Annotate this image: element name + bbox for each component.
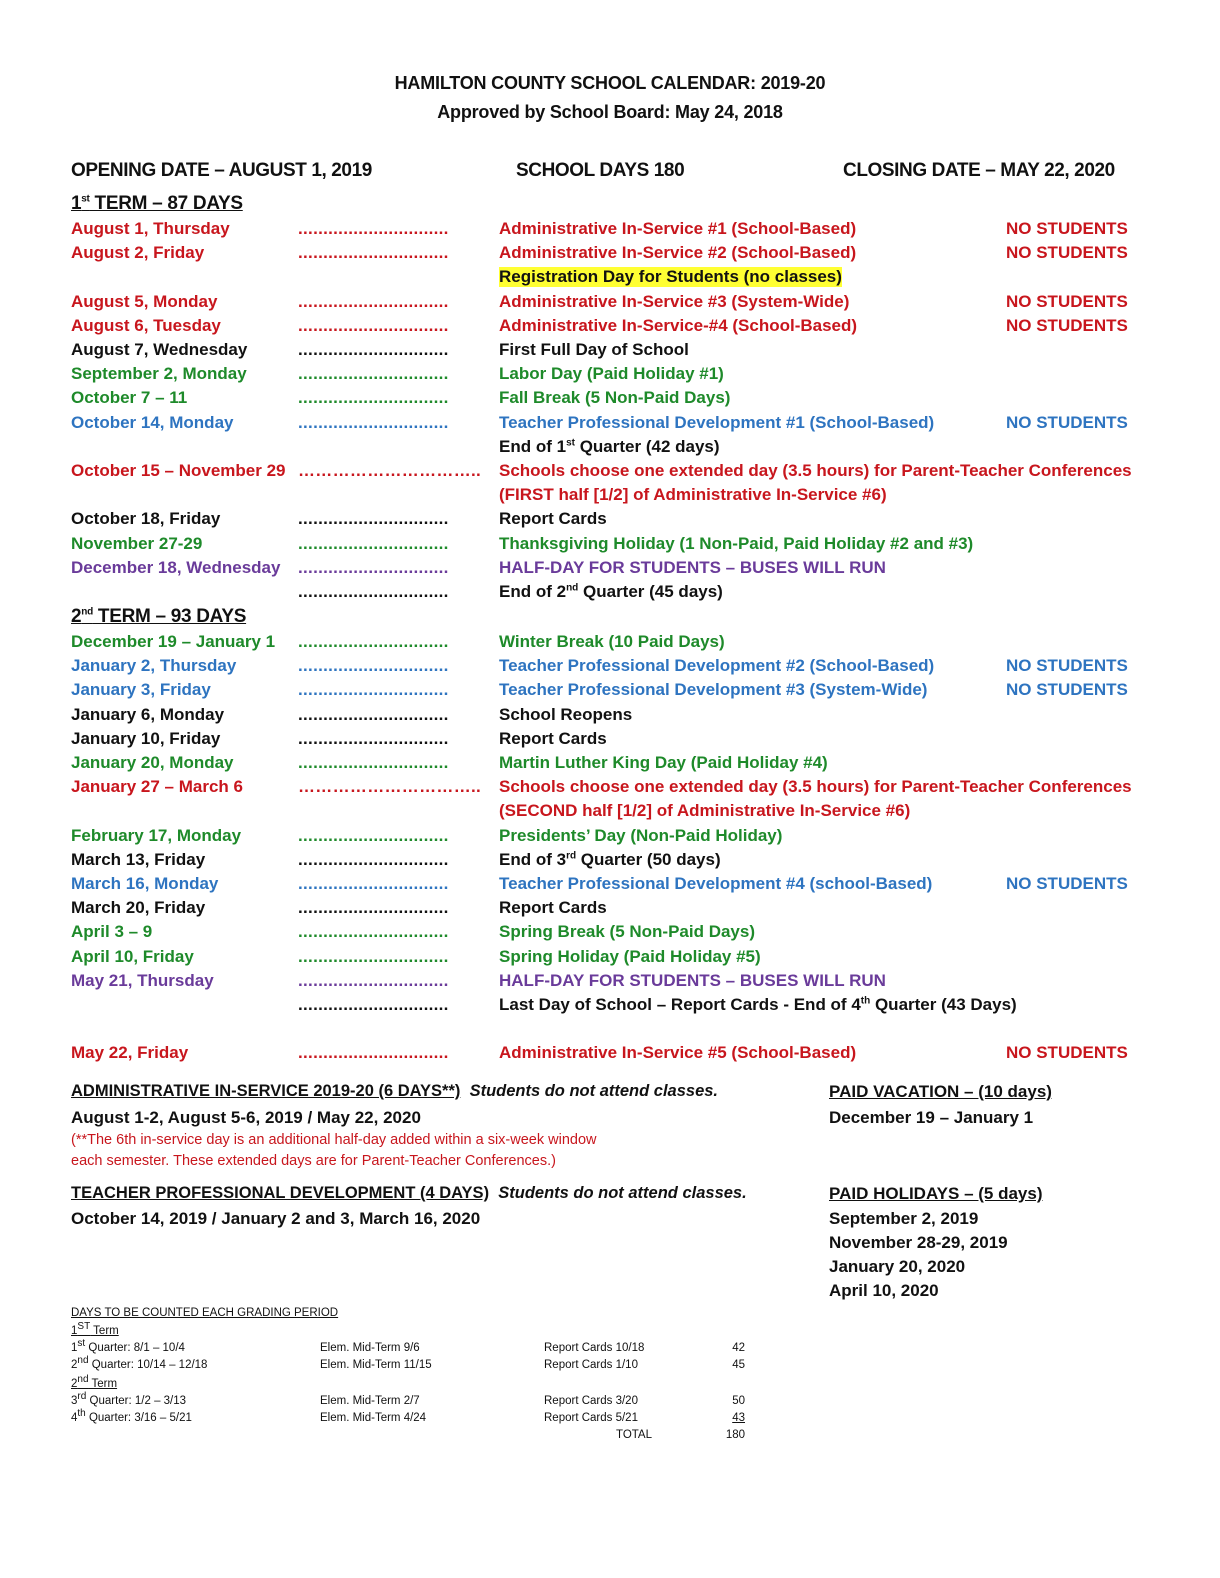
quarter-label: Quarter: 8/1 – 10/4: [85, 1342, 185, 1354]
row-date: September 2, Monday: [71, 364, 247, 384]
row-event-text: Quarter (45 days): [578, 582, 723, 601]
admin-inservice-heading: ADMINISTRATIVE IN-SERVICE 2019-20 (6 DAYS**): [71, 1082, 461, 1100]
quarter-2-midterm: Elem. Mid-Term 11/15: [320, 1359, 432, 1371]
schedule-row: [0, 656, 1220, 680]
row-event: Administrative In-Service #5 (School-Based): [499, 1043, 857, 1063]
row-leader-dots: ..............................: [298, 849, 449, 869]
row-event: Spring Break (5 Non-Paid Days): [499, 922, 756, 942]
schedule-row: [0, 947, 1220, 971]
term-2-title: TERM – 93 DAYS: [92, 606, 247, 627]
row-event: Administrative In-Service #1 (School-Based): [499, 219, 857, 238]
grading-total-days: 180: [725, 1429, 745, 1441]
quarter-1-range: [71, 1338, 185, 1354]
quarter-4-days: 43: [732, 1412, 745, 1424]
row-event: [499, 850, 721, 870]
quarter-sup: th: [77, 1408, 86, 1420]
row-leader-dots: ..............................: [298, 243, 449, 263]
row-event: Teacher Professional Development #3 (System-Wide): [499, 680, 928, 700]
row-leader-dots: ..............................: [298, 728, 449, 748]
approval-date: Approved by School Board: May 24, 2018: [437, 102, 783, 122]
row-event: Administrative In-Service-#4 (School-Based): [499, 315, 858, 335]
row-date: March 20, Friday: [71, 898, 206, 918]
row-date: January 10, Friday: [71, 728, 221, 748]
schedule-row: [0, 267, 1220, 291]
row-event: Presidents’ Day (Non-Paid Holiday): [499, 825, 783, 845]
quarter-3-report: Report Cards 3/20: [544, 1395, 638, 1407]
row-leader-dots: ..............................: [298, 995, 449, 1014]
row-event: [499, 995, 1017, 1015]
quarter-3-midterm: Elem. Mid-Term 2/7: [320, 1395, 420, 1407]
paid-vacation-heading: PAID VACATION – (10 days): [829, 1082, 1052, 1101]
row-event: Schools choose one extended day (3.5 hours) for Parent-Teacher Conferences: [499, 461, 1132, 480]
row-event-ordinal: th: [860, 995, 871, 1007]
quarter-sup: nd: [77, 1355, 89, 1367]
row-leader-dots: ..............................: [298, 388, 449, 408]
quarter-2-days: 45: [732, 1359, 745, 1371]
admin-inservice-note: Students do not attend classes.: [469, 1082, 719, 1100]
row-date: October 14, Monday: [71, 412, 234, 432]
row-leader-dots: ..............................: [298, 557, 449, 577]
no-students-badge: NO STUDENTS: [1006, 656, 1128, 676]
schedule-row: [0, 509, 1220, 533]
row-leader-dots: ..............................: [298, 874, 449, 893]
admin-inservice-footnote-1: (**The 6th in-service day is an additional half-day added within a six-week window: [71, 1132, 597, 1148]
quarter-4-midterm: Elem. Mid-Term 4/24: [320, 1412, 427, 1424]
no-students-badge: NO STUDENTS: [1006, 243, 1128, 263]
term-1-heading: [71, 193, 243, 215]
grading-term-1-label: [71, 1321, 119, 1337]
schedule-row: [0, 413, 1220, 437]
row-date: January 2, Thursday: [71, 656, 237, 676]
term-2-number: 2: [71, 606, 82, 627]
row-date: August 7, Wednesday: [71, 340, 248, 359]
row-leader-dots: ..............................: [298, 632, 449, 651]
admin-inservice-section: [71, 1082, 718, 1101]
quarter-label: Quarter: 3/16 – 5/21: [85, 1412, 192, 1424]
row-leader-dots: ..............................: [298, 291, 449, 311]
quarter-2-report: Report Cards 1/10: [544, 1359, 638, 1371]
row-event-text: Quarter (50 days): [576, 849, 721, 869]
row-date: March 13, Friday: [71, 849, 206, 869]
row-date: May 21, Thursday: [71, 970, 214, 990]
row-date: January 27 – March 6: [71, 777, 243, 797]
row-leader-dots: ..............................: [298, 753, 449, 772]
row-date: August 2, Friday: [71, 243, 205, 263]
grading-term-1-sup: ST: [77, 1321, 91, 1333]
no-students-badge: NO STUDENTS: [1006, 219, 1128, 238]
schedule-row: [0, 485, 1220, 509]
opening-date: OPENING DATE – AUGUST 1, 2019: [71, 160, 372, 181]
schedule-row: [0, 922, 1220, 946]
row-event: First Full Day of School: [499, 340, 689, 359]
paid-holiday-date: April 10, 2020: [829, 1281, 939, 1300]
row-date: February 17, Monday: [71, 825, 242, 845]
row-date: January 3, Friday: [71, 680, 211, 700]
row-leader-dots: ..............................: [298, 922, 449, 942]
quarter-3-days: 50: [732, 1395, 745, 1407]
no-students-badge: NO STUDENTS: [1006, 412, 1128, 432]
row-leader-dots: ..............................: [298, 582, 449, 601]
schedule-row: [0, 729, 1220, 753]
row-leader-dots: ..............................: [298, 898, 449, 918]
paid-holiday-date: January 20, 2020: [829, 1257, 966, 1276]
row-event: Winter Break (10 Paid Days): [499, 632, 725, 651]
no-students-badge: NO STUDENTS: [1006, 680, 1128, 700]
schedule-row: [0, 534, 1220, 558]
schedule-row: [0, 292, 1220, 316]
paid-holiday-date: November 28-29, 2019: [829, 1233, 1008, 1252]
schedule-row: [0, 874, 1220, 898]
row-date: November 27-29: [71, 533, 203, 553]
row-event: (SECOND half [1/2] of Administrative In-Service #6): [499, 801, 911, 821]
row-event: [499, 582, 723, 602]
row-event: Thanksgiving Holiday (1 Non-Paid, Paid Holiday #2 and #3): [499, 533, 974, 553]
row-date: December 18, Wednesday: [71, 557, 281, 577]
teacher-pd-section: [71, 1184, 747, 1203]
row-leader-dots: ..............................: [298, 704, 449, 724]
row-event-text: End of 3: [499, 849, 567, 869]
paid-holidays-heading: PAID HOLIDAYS – (5 days): [829, 1184, 1043, 1203]
row-event-text: End of 2: [499, 582, 567, 601]
teacher-pd-dates: October 14, 2019 / January 2 and 3, March 16, 2020: [71, 1209, 481, 1228]
quarter-num: 1: [71, 1342, 78, 1354]
row-date: October 7 – 11: [71, 388, 188, 408]
row-date: December 19 – January 1: [71, 632, 276, 651]
calendar-title: HAMILTON COUNTY SCHOOL CALENDAR: 2019-20: [394, 73, 826, 93]
row-date: August 6, Tuesday: [71, 315, 221, 335]
quarter-3-range: [71, 1391, 187, 1407]
term-2-sup: nd: [81, 606, 93, 618]
quarter-num: 3: [71, 1395, 78, 1407]
grading-term-2-text: Term: [88, 1378, 118, 1390]
quarter-2-range: [71, 1355, 208, 1371]
row-event-ordinal: nd: [566, 582, 579, 594]
grading-heading: DAYS TO BE COUNTED EACH GRADING PERIOD: [71, 1307, 339, 1319]
no-students-badge: NO STUDENTS: [1006, 1043, 1128, 1063]
row-event: School Reopens: [499, 704, 633, 724]
row-date: March 16, Monday: [71, 874, 219, 893]
term-1-title: TERM – 87 DAYS: [89, 193, 243, 214]
paid-vacation-dates: December 19 – January 1: [829, 1108, 1034, 1127]
row-leader-dots: ..............................: [298, 340, 449, 359]
grading-term-1-text: Term: [90, 1325, 119, 1337]
row-event: Administrative In-Service #3 (System-Wide): [499, 291, 850, 311]
row-event-text: Last Day of School – Report Cards - End of 4: [499, 995, 861, 1014]
row-event-text: Quarter (42 days): [574, 436, 720, 456]
row-leader-dots: ..............................: [298, 680, 449, 700]
row-event: Report Cards: [499, 728, 607, 748]
paid-holiday-date: September 2, 2019: [829, 1209, 979, 1228]
schedule-row: [0, 995, 1220, 1019]
row-leader-dots: ..............................: [298, 412, 449, 432]
row-event: Spring Holiday (Paid Holiday #5): [499, 946, 761, 966]
row-event: HALF-DAY FOR STUDENTS – BUSES WILL RUN: [499, 557, 886, 577]
school-days-total: SCHOOL DAYS 180: [516, 160, 685, 181]
schedule-row: [0, 801, 1220, 825]
schedule-row: [0, 898, 1220, 922]
row-event: Teacher Professional Development #4 (school-Based): [499, 874, 933, 893]
quarter-label: Quarter: 1/2 – 3/13: [86, 1395, 187, 1407]
term-2-heading: [71, 606, 246, 628]
schedule-row: [0, 1043, 1220, 1067]
row-leader-dots: ..............................: [298, 364, 449, 384]
schedule-row: [0, 582, 1220, 606]
row-date: October 18, Friday: [71, 509, 221, 529]
row-leader-dots: ..............................: [298, 825, 449, 845]
admin-inservice-footnote-2: each semester. These extended days are for Parent-Teacher Conferences.): [71, 1153, 556, 1169]
grading-term-2-num: 2: [71, 1378, 78, 1390]
row-leader-dots: ..............................: [298, 656, 449, 676]
quarter-sup: st: [77, 1338, 86, 1350]
row-event: Administrative In-Service #2 (School-Based): [499, 243, 857, 263]
schedule-row: [0, 558, 1220, 582]
row-event: Schools choose one extended day (3.5 hours) for Parent-Teacher Conferences: [499, 777, 1132, 797]
schedule-row: [0, 364, 1220, 388]
term-1-number: 1: [71, 193, 82, 214]
closing-date: CLOSING DATE – MAY 22, 2020: [843, 160, 1115, 181]
row-date: January 20, Monday: [71, 753, 234, 772]
quarter-1-midterm: Elem. Mid-Term 9/6: [320, 1342, 420, 1354]
no-students-badge: NO STUDENTS: [1006, 874, 1128, 893]
grading-term-1-num: 1: [71, 1325, 78, 1337]
row-leader-dots: ..............................: [298, 219, 449, 238]
schedule-row: [0, 340, 1220, 364]
quarter-sup: rd: [77, 1391, 87, 1403]
row-event: Report Cards: [499, 509, 607, 529]
term-1-sup: st: [81, 193, 90, 205]
row-event: Teacher Professional Development #2 (School-Based): [499, 656, 935, 676]
no-students-badge: NO STUDENTS: [1006, 291, 1128, 311]
schedule-row: [0, 753, 1220, 777]
schedule-row: [0, 437, 1220, 461]
row-date: August 1, Thursday: [71, 219, 230, 238]
quarter-1-report: Report Cards 10/18: [544, 1342, 645, 1354]
row-leader-dots: ..............................: [298, 1043, 449, 1063]
row-leader-dots: …………………………..: [298, 461, 482, 480]
row-event: Registration Day for Students (no classes): [499, 267, 842, 287]
row-leader-dots: ..............................: [298, 509, 449, 529]
row-leader-dots: ..............................: [298, 533, 449, 553]
schedule-row: [0, 777, 1220, 801]
quarter-num: 4: [71, 1412, 78, 1424]
schedule-row: [0, 316, 1220, 340]
row-event: Martin Luther King Day (Paid Holiday #4): [499, 753, 828, 772]
row-event: [499, 437, 720, 457]
row-event-ordinal: rd: [566, 850, 577, 862]
row-event-text: End of 1: [499, 436, 567, 456]
schedule-row: [0, 971, 1220, 995]
schedule-row: [0, 219, 1220, 243]
grading-total-label: TOTAL: [616, 1429, 652, 1441]
admin-inservice-dates: August 1-2, August 5-6, 2019 / May 22, 2020: [71, 1108, 421, 1127]
schedule-row: [0, 243, 1220, 267]
row-event: Report Cards: [499, 898, 607, 918]
row-date: August 5, Monday: [71, 291, 218, 311]
row-leader-dots: …………………………..: [298, 777, 482, 797]
row-date: October 15 – November 29: [71, 461, 286, 480]
quarter-1-days: 42: [732, 1342, 745, 1354]
row-date: May 22, Friday: [71, 1043, 189, 1063]
row-event: Labor Day (Paid Holiday #1): [499, 364, 724, 384]
schedule-row: [0, 680, 1220, 704]
row-leader-dots: ..............................: [298, 946, 449, 966]
schedule-row: [0, 850, 1220, 874]
row-event-ordinal: st: [566, 437, 575, 449]
schedule-row: [0, 826, 1220, 850]
row-event-text: Quarter (43 Days): [870, 995, 1017, 1014]
row-event: HALF-DAY FOR STUDENTS – BUSES WILL RUN: [499, 970, 886, 990]
no-students-badge: NO STUDENTS: [1006, 315, 1128, 335]
row-leader-dots: ..............................: [298, 315, 449, 335]
schedule-row: [0, 461, 1220, 485]
row-event: Teacher Professional Development #1 (School-Based): [499, 412, 935, 432]
teacher-pd-note: Students do not attend classes.: [498, 1184, 747, 1202]
teacher-pd-heading: TEACHER PROFESSIONAL DEVELOPMENT (4 DAYS): [71, 1184, 490, 1202]
schedule-row: [0, 705, 1220, 729]
row-event: (FIRST half [1/2] of Administrative In-Service #6): [499, 485, 887, 505]
row-date: April 10, Friday: [71, 946, 194, 966]
quarter-4-range: [71, 1408, 192, 1424]
schedule-row: [0, 388, 1220, 412]
grading-term-2-sup: nd: [77, 1374, 89, 1386]
grading-term-2-label: [71, 1374, 118, 1390]
quarter-num: 2: [71, 1359, 78, 1371]
row-date: January 6, Monday: [71, 704, 225, 724]
row-date: April 3 – 9: [71, 922, 153, 942]
row-leader-dots: ..............................: [298, 970, 449, 990]
row-event: Fall Break (5 Non-Paid Days): [499, 388, 731, 408]
quarter-4-report: Report Cards 5/21: [544, 1412, 638, 1424]
schedule-row: [0, 632, 1220, 656]
quarter-label: Quarter: 10/14 – 12/18: [88, 1359, 208, 1371]
